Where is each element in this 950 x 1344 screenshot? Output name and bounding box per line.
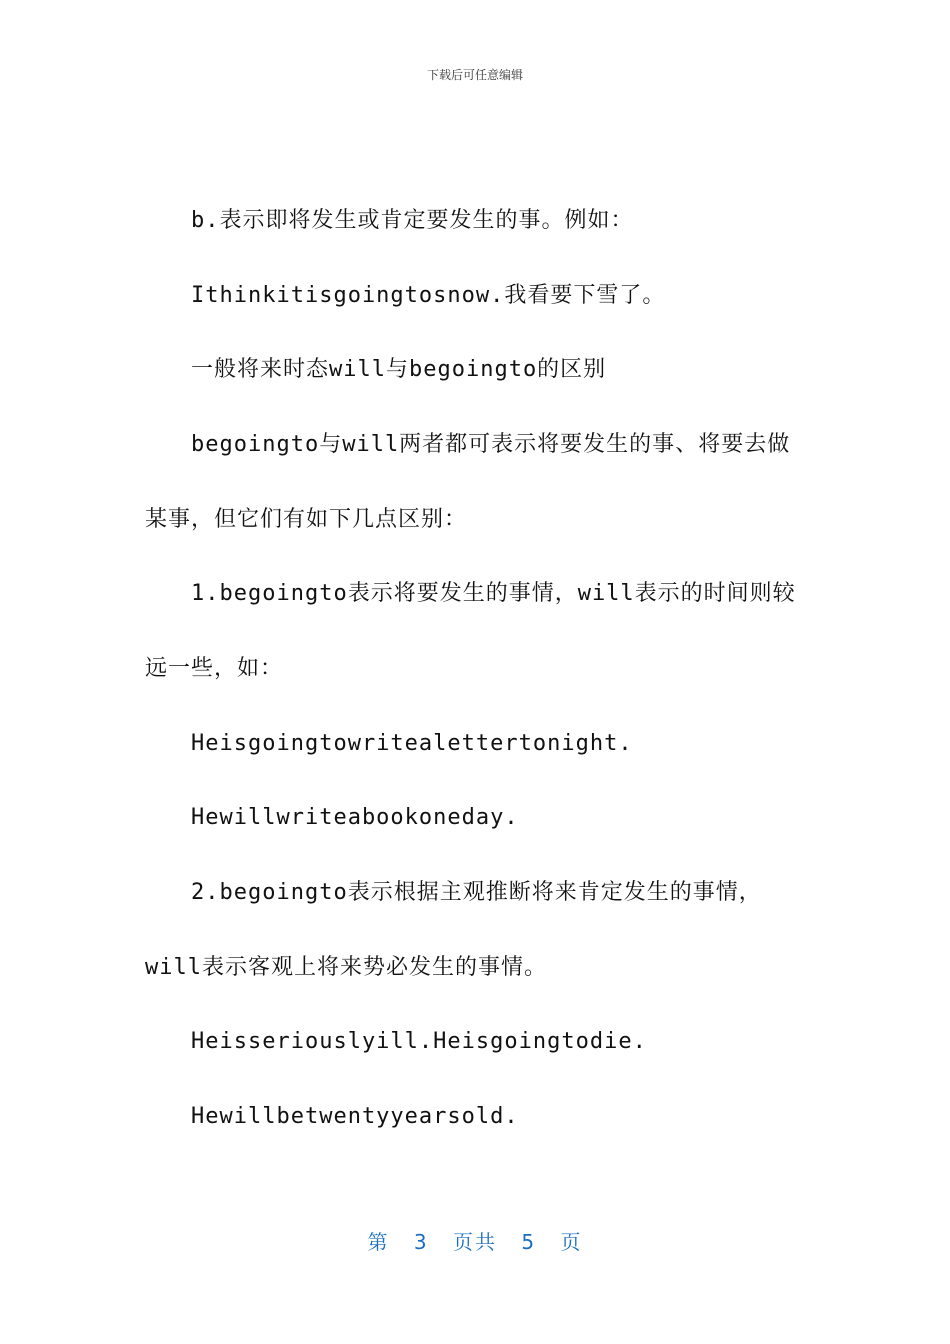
footer-prefix: 第 [367, 1230, 390, 1254]
current-page-number: 3 [413, 1230, 429, 1254]
page-header: 下载后可任意编辑 [426, 68, 523, 82]
paragraph-line: 某事，但它们有如下几点区别： [145, 507, 468, 532]
page-footer [0, 1226, 950, 1255]
paragraph-line: b.表示即将发生或肯定要发生的事。例如： [191, 208, 634, 233]
paragraph-line: Heisseriouslyill.Heisgoingtodie. [191, 1029, 647, 1054]
paragraph-line: Hewillbetwentyyearsold. [191, 1104, 519, 1129]
paragraph-line: 1.begoingto表示将要发生的事情，will表示的时间则较 [191, 581, 796, 606]
paragraph-line: begoingto与will两者都可表示将要发生的事、将要去做 [191, 432, 791, 457]
total-pages-number: 5 [521, 1230, 537, 1254]
paragraph-line: 2.begoingto表示根据主观推断将来肯定发生的事情， [191, 880, 762, 905]
paragraph-line: Heisgoingtowritealettertonight. [191, 731, 633, 756]
paragraph-line: Ithinkitisgoingtosnow.我看要下雪了。 [191, 283, 666, 308]
footer-middle: 页共 [453, 1230, 497, 1254]
paragraph-line: Hewillwriteabookoneday. [191, 805, 519, 830]
paragraph-line: 远一些，如： [145, 656, 284, 681]
paragraph-line: 一般将来时态will与begoingto的区别 [191, 357, 607, 382]
footer-suffix: 页 [560, 1230, 583, 1254]
paragraph-line: will表示客观上将来势必发生的事情。 [145, 955, 547, 980]
